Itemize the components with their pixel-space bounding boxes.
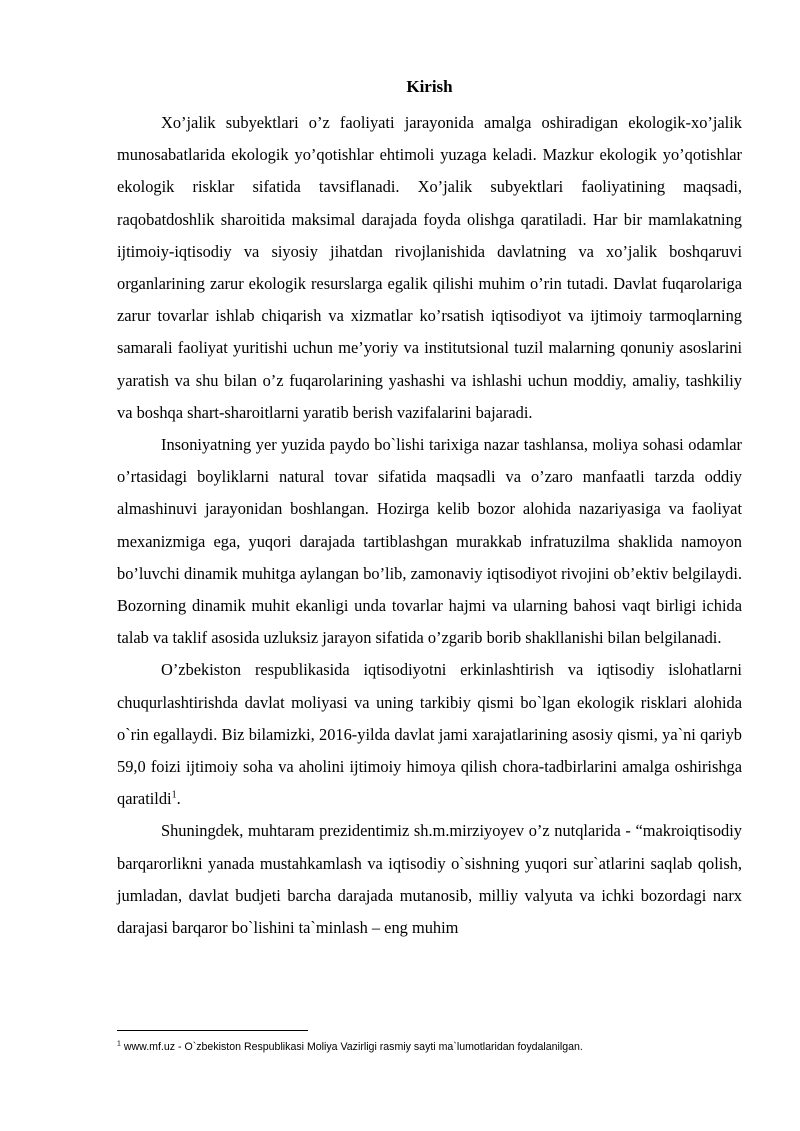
paragraph-3-end: . bbox=[176, 789, 181, 809]
paragraph-3 bbox=[117, 654, 742, 815]
footnote-text: www.mf.uz - O`zbekiston Respublikasi Moliya Vazirligi rasmiy sayti ma`lumotlaridan foydalanilgan. bbox=[120, 1041, 583, 1053]
footnote-reference[interactable]: 1 bbox=[171, 789, 177, 801]
footnote bbox=[117, 1040, 742, 1054]
paragraph-2: Insoniyatning yer yuzida paydo bo`lishi tarixiga nazar tashlansa, moliya sohasi odamlar o’rtasidagi boyliklarni natural tovar sifatida maqsadli va o’zaro manfaatli tarzda oddiy almashinuvi jarayonidan boshlangan. Hozirga kelib bozor alohida nazariyasiga va faoliyat mexanizmiga ega, yuqori darajada tartiblashgan murakkab infratuzilma shaklida namoyon bo’luvchi dinamik muhitga aylangan bo’lib, zamonaviy iqtisodiyot rivojini ob’ektiv belgilaydi. Bozorning dinamik muhit ekanligi unda tovarlar hajmi va ularning bahosi vaqt birligi ichida talab va taklif asosida uzluksiz jarayon sifatida o’zgarib borib shakllanishi bilan belgilanadi. bbox=[117, 435, 742, 648]
paragraph-1: Xo’jalik subyektlari o’z faoliyati jarayonida amalga oshiradigan ekologik-xo’jalik munosabatlarida ekologik yo’qotishlar ehtimoli yuzaga keladi. Mazkur ekologik yo’qotishlar ekologik risklar sifatida tavsiflanadi. Xo’jalik subyektlari faoliyatining maqsadi, raqobatdoshlik sharoitida maksimal darajada foyda olishga qaratiladi. Har bir mamlakatning ijtimoiy-iqtisodiy va siyosiy jihatdan rivojlanishida davlatning va xo’jalik boshqaruvi organlarining zarur ekologik resurslarga egalik qilishi muhim o’rin tutadi. Davlat fuqarolariga zarur tovarlar ishlab chiqarish va xizmatlar ko’rsatish iqtisodiyot va ijtimoiy tarmoqlarning samarali faoliyat yuritishi uchun me’yoriy va institutsional tuzil malarning qonuniy asoslarini yaratish va shu bilan o’z fuqarolarining yashashi va ishlashi uchun moddiy, amaliy, tashkiliy va boshqa shart-sharoitlarni yaratib berish vazifalarini bajaradi. bbox=[117, 113, 742, 422]
footnote-number: 1 bbox=[117, 1040, 121, 1048]
paragraph-3-text: O’zbekiston respublikasida iqtisodiyotni erkinlashtirish va iqtisodiy islohatlarni chuqurlashtirishda davlat moliyasi va uning tarkibiy qismi bo`lgan ekologik risklari alohida o`rin egallaydi. Biz bilamizki, 2016-yilda davlat jami xarajatlarining asosiy qismi, ya`ni qariyb 59,0 foizi ijtimoiy soha va aholini ijtimoiy himoya qilish chora-tadbirlarini amalga oshirishga qaratildi bbox=[117, 660, 742, 809]
body-text bbox=[117, 107, 742, 944]
page-title: Kirish bbox=[406, 77, 453, 96]
footnote-separator bbox=[117, 1030, 308, 1031]
paragraph-4: Shuningdek, muhtaram prezidentimiz sh.m.mirziyoyev o’z nutqlarida - “makroiqtisodiy barqarorlikni yanada mustahkamlash va iqtisodiy o`sishning yuqori sur`atlarini saqlab qolish, jumladan, davlat budjeti barcha darajada mutanosib, milliy valyuta va ichki bozordagi narx darajasi barqaror bo`lishini ta`minlash – eng muhim bbox=[117, 821, 742, 938]
